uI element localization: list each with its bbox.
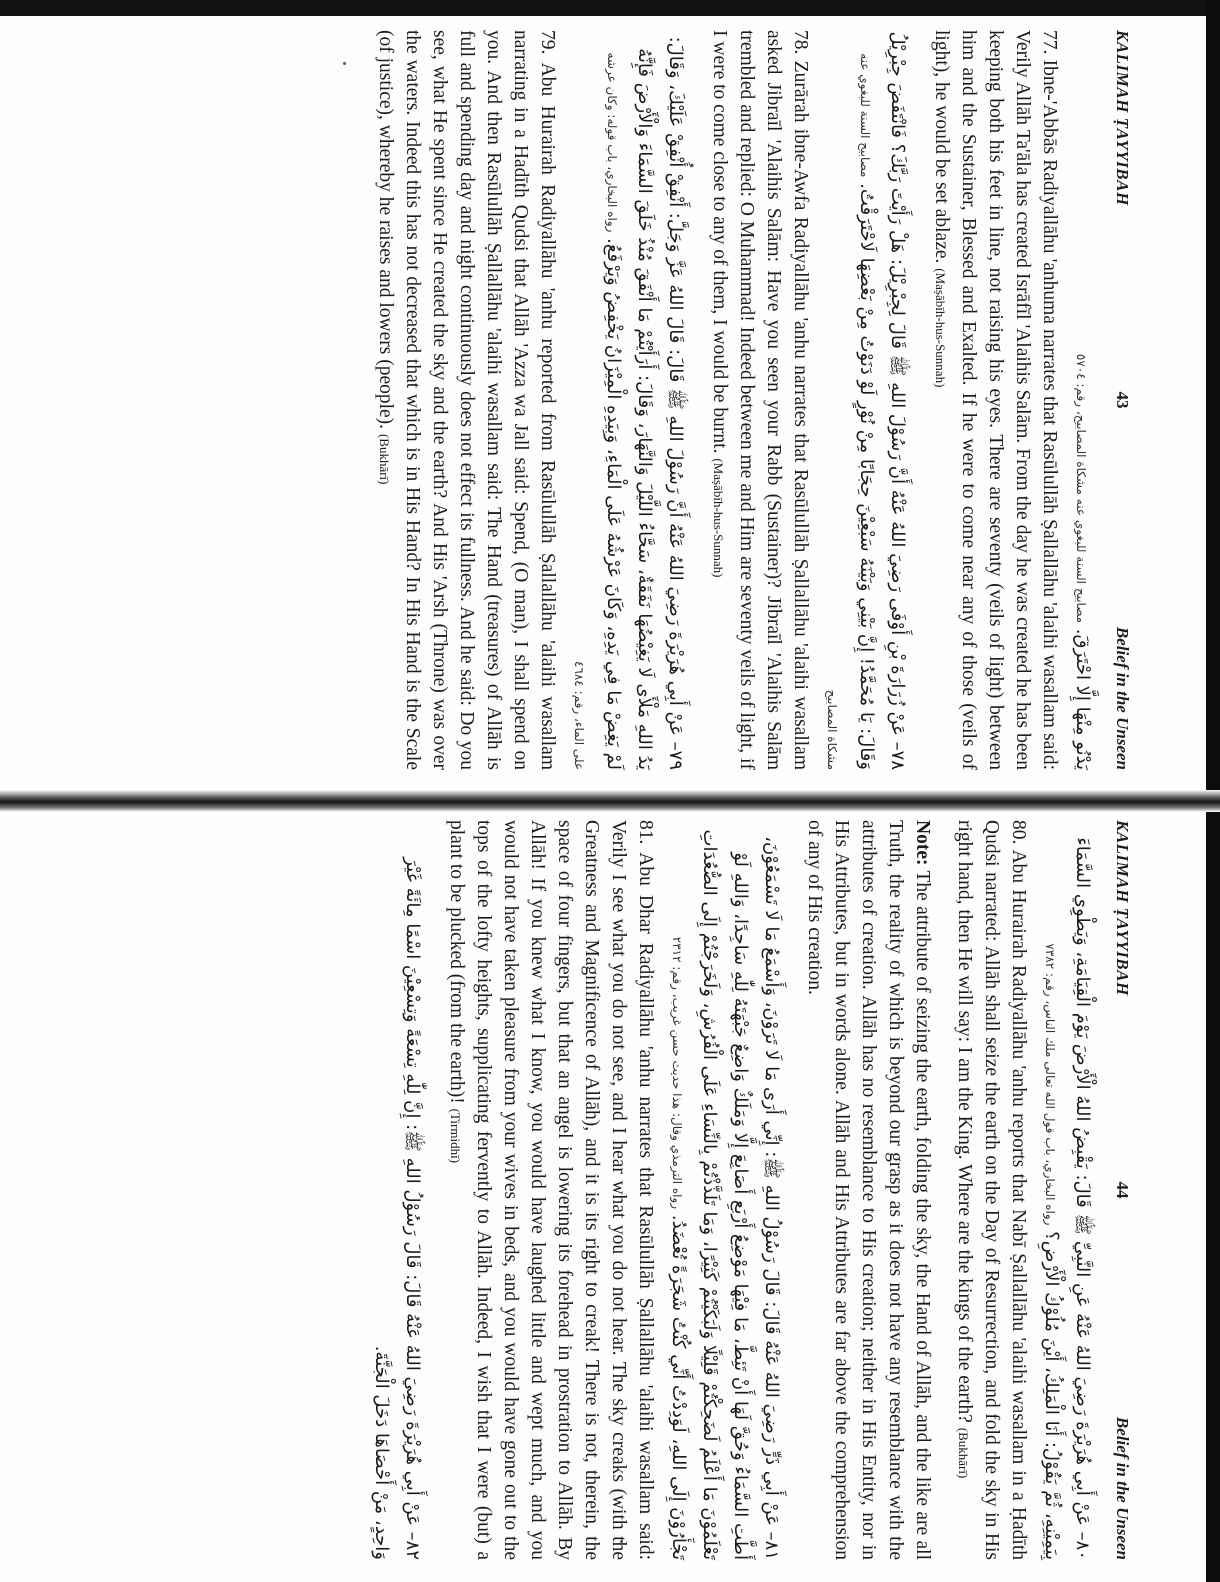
scan-edge-top: [0, 0, 1220, 16]
chapter-title: Belief in the Unseen: [1113, 626, 1132, 770]
page-number: 44: [1113, 1181, 1132, 1199]
book-gutter: [0, 790, 1220, 812]
source-reference: (Maṣābīh-hus-Sunnah): [933, 268, 948, 388]
translation-text: 78. Zurārah ibne-Awfa Radiyallāhu 'anhu narrates that Rasūlullāh Ṣallallāhu 'alaihi wasallam asked Jibraīl 'Alaihis Salām: Have you seen your Rabb (Sustainer)? Jibraīl 'Alaihis Salām trembled and replied: O Muhammad! Indeed between me and Him are seventy veils of light, if I were to come close to any of them, I would be burnt.: [709, 30, 811, 770]
hadith-79-translation: [371, 30, 561, 770]
arabic-verse: ٨٢– عَنْ أَبِي هُرَيْرَةَ رَضِيَ اللهُ عَنْهُ قَالَ: قَالَ رَسُوْلُ اللهِ ﷺ: إِنَّ لِلّٰهِ تِسْعَةً وَتِسْعِيْنَ اسْمًا مِائَةً غَيْرَ وَاحِدٍ، مَنْ أَحْصَاهَا دَخَلَ الْجَنَّةَ.: [371, 857, 423, 1560]
running-head: [1106, 820, 1132, 1560]
translation-text: 77. Ibne-'Abbās Radiyallāhu 'anhuma narrates that Rasūlullāh Ṣallallāhu 'alaihi wasallam said: Verily Allāh Ta'āla has created Isrāfīl 'Alaihis Salām. From the day he was created he has been keeping both his feet in line, not raising his eyes. There are seventy (veils of light) between him and the Sustainer, Blessed and Exalted. If he were to come near any of those (veils of light), he would be set ablaze.: [931, 30, 1060, 770]
source-reference: (Bukhārī): [956, 1427, 971, 1479]
page-number: 43: [1113, 391, 1132, 409]
arabic-verse: ٧٨– عَنْ زُرَارَةَ بْنِ أَوْفَى رَضِيَ اللهُ عَنْهُ أَنَّ رَسُوْلَ اللهِ ﷺ قَالَ لِجِبْرِيْلَ: هَلْ رَأَيْتَ رَبَّكَ؟ فَانْتَفَضَ جِبْرِيْلُ وَقَالَ: يَا مُحَمَّدُ! إِنَّ بَيْنِي وَبَيْنَهُ سَبْعِيْنَ حِجَابًا مِنْ نُوْرٍ لَوْ دَنَوْتُ مِنْ بَعْضِهَا لَاحْتَرَقْتُ.: [856, 31, 908, 770]
arabic-reference: رواه الترمذي وقال: هذا حديث حسن غريب، رقم: ٢٣١٢: [670, 936, 684, 1210]
arabic-reference: رواه البخاري، باب قول الله تعالى ملك الناس، رقم: ٧٣٨٢: [1043, 943, 1057, 1226]
book-title: KALIMAH ṬAYYIBAH: [1113, 30, 1132, 206]
source-reference: (Maṣābīh-hus-Sunnah): [711, 458, 726, 578]
chapter-title: Belief in the Unseen: [1113, 1416, 1132, 1560]
page-43-frame: [130, 20, 1140, 780]
source-reference: (Tirmidhī): [448, 1108, 463, 1164]
arabic-verse: ٧٩– عَنْ أَبِي هُرَيْرَةَ رَضِيَ اللهُ عَنْهُ أَنَّ رَسُوْلَ اللهِ ﷺ قَالَ: قَالَ اللهُ عَزَّ وَجَلَّ: أَنْفِقْ أُنْفِقْ عَلَيْكَ، وَقَالَ: يَدُ اللهِ مَلْأَى لَا يَغِيْضُهَا نَفَقَةٌ، سَحَّاءُ اللَّيْلَ وَالنَّهَارَ، وَقَالَ: أَرَأَيْتُمْ مَا أَنْفَقَ مُنْذُ خَلَقَ السَّمَاءَ وَالْأَرْضَ فَإِنَّهُ لَمْ يَغِضْ مَا فِي يَدِهِ، وَكَانَ عَرْشُهُ عَلَى الْمَاءِ، وَبِيَدِهِ الْمِيْزَانُ يَخْفِضُ وَيَرْفَعُ.: [603, 36, 686, 770]
source-reference: (Bukhārī): [377, 433, 392, 485]
arabic-verse: ٨١– عَنْ أَبِي ذَرٍّ رَضِيَ اللهُ عَنْهُ قَالَ: قَالَ رَسُوْلُ اللهِ ﷺ: إِنِّي أَرَى مَا لَا تَرَوْنَ، وَأَسْمَعُ مَا لَا تَسْمَعُوْنَ، أَطَّتِ السَّمَاءُ وَحُقَّ لَهَا أَنْ تَئِطَّ، مَا فِيْهَا مَوْضِعُ أَرْبَعِ أَصَابِعَ إِلَّا وَمَلَكٌ وَاضِعٌ جَبْهَتَهُ لِلّٰهِ سَاجِدًا، وَاللهِ لَوْ تَعْلَمُوْنَ مَا أَعْلَمُ لَضَحِكْتُمْ قَلِيْلًا وَلَبَكَيْتُمْ كَثِيْرًا، وَمَا تَلَذَّذْتُمْ بِالنِّسَاءِ عَلَى الْفُرُشِ، وَلَخَرَجْتُمْ إِلَى الصُّعُدَاتِ تَجْأَرُوْنَ إِلَى اللهِ، لَوَدِدْتُ أَنِّي كُنْتُ شَجَرَةً تُعْضَدُ.: [668, 829, 782, 1560]
page-44-frame: [130, 810, 1140, 1570]
arabic-reference: مصابيح السنة للبغوي عنه مشكاة المصابيح: [825, 53, 872, 770]
arabic-text: [1065, 30, 1098, 770]
hadith-81-arabic: [661, 820, 787, 1560]
running-head: [1106, 30, 1132, 770]
arabic-reference: مصابيح السنة للبغوي عنه مشكاة المصابيح، رقم: ٥٧٠٤: [1074, 353, 1088, 624]
hadith-82-arabic: [366, 820, 428, 1560]
hadith-79-arabic: [563, 30, 691, 770]
note-text: The attribute of seizing the earth, folding the sky, the Hand of Allāh, and the like are all Truth, the reality of which is beyond our grasp as it does not have any resemblance with the attributes of creation. Allāh has no resemblance to His creation; neither in His Entity, nor in His Attributes, but in words alone. Allāh and His Attributes are far above the comprehension of any of His creation.: [804, 820, 933, 1560]
hadith-78-translation: [705, 30, 814, 770]
page-44: [130, 810, 1140, 1570]
arabic-verse: يَدْنُو مِنْهَا إِلَّا احْتَرَقَ.: [1072, 628, 1093, 770]
hadith-77-translation: [927, 30, 1063, 770]
hadith-78-arabic: [816, 30, 913, 770]
translation-text: 81. Abu Dhar Radiyallāhu 'anhu narrates that Rasūlullāh Ṣallallāhu 'alaihi wasallam said: Verily I see what you do not see, and I hear what you do not hear. The sky creaks (with the Greatness and Magnificence of Allāh), and it is its right to creak! There is not, therein, the space of four fingers, but that an angel is lowering its forehead in prostration to Allāh. By Allāh! If you knew what I know, you would have laughed little and wept much, and you would not have taken pleasure from your wives in beds, and you would have gone out to the tops of the lofty heights, supplicating fervently to Allāh. Indeed, I wish that I were (but) a plant to be plucked (from the earth)!: [446, 820, 656, 1560]
arabic-reference: رواه البخاري، باب قوله: وكان عرشه على الماء، رقم: ٤٦٨٤: [572, 52, 619, 770]
hadith-81-translation: [442, 820, 659, 1560]
translation-text: 79. Abu Hurairah Radiyallāhu 'anhu reported from Rasūlullāh Ṣallallāhu 'alaihi wasallam narrating in a Hadīth Qudsi that Allāh 'Azza wa Jall said: Spend, (O man), I shall spend on you. And then Rasūlullāh Ṣallallāhu 'alaihi wasallam said: The Hand (treasures) of Allāh is full and spending day and night continuously does not effect its fullness. And he said: Do you see, what He spent since He created the sky and the earth? And His 'Arsh (Throne) was over the waters. Indeed this has not decreased that which is in His Hand? In His Hand is the Scale (of justice), whereby he raises and lowers (people).: [375, 30, 558, 770]
translation-text: 80. Abu Hurairah Radiyallāhu 'anhu reports that Nabī Ṣallallāhu 'alaihi wasallam in a Ḥadīth Qudsi narrated: Allāh shall seize the earth on the Day of Resurrection, and fold the sky in His right hand, then He will say: I am the King. Where are the kings of the earth?: [954, 820, 1029, 1560]
page-43: [130, 20, 1140, 780]
hadith-80-arabic: [1034, 820, 1098, 1560]
note-paragraph: [801, 820, 936, 1560]
note-label: Note:: [912, 820, 933, 866]
arabic-verse: ٨٠– عَنْ أَبِي هُرَيْرَةَ رَضِيَ اللهُ عَنْهُ عَنِ النَّبِيِّ ﷺ قَالَ: يَقْبِضُ اللهُ الْأَرْضَ يَوْمَ الْقِيَامَةِ، وَيَطْوِي السَّمَاءَ بِيَمِيْنِهِ، ثُمَّ يَقُوْلُ: أَنَا الْمَلِكُ، أَيْنَ مُلُوْكُ الْأَرْضِ؟: [1041, 837, 1093, 1560]
hadith-80-translation: [950, 820, 1032, 1560]
book-title: KALIMAH ṬAYYIBAH: [1113, 820, 1132, 996]
